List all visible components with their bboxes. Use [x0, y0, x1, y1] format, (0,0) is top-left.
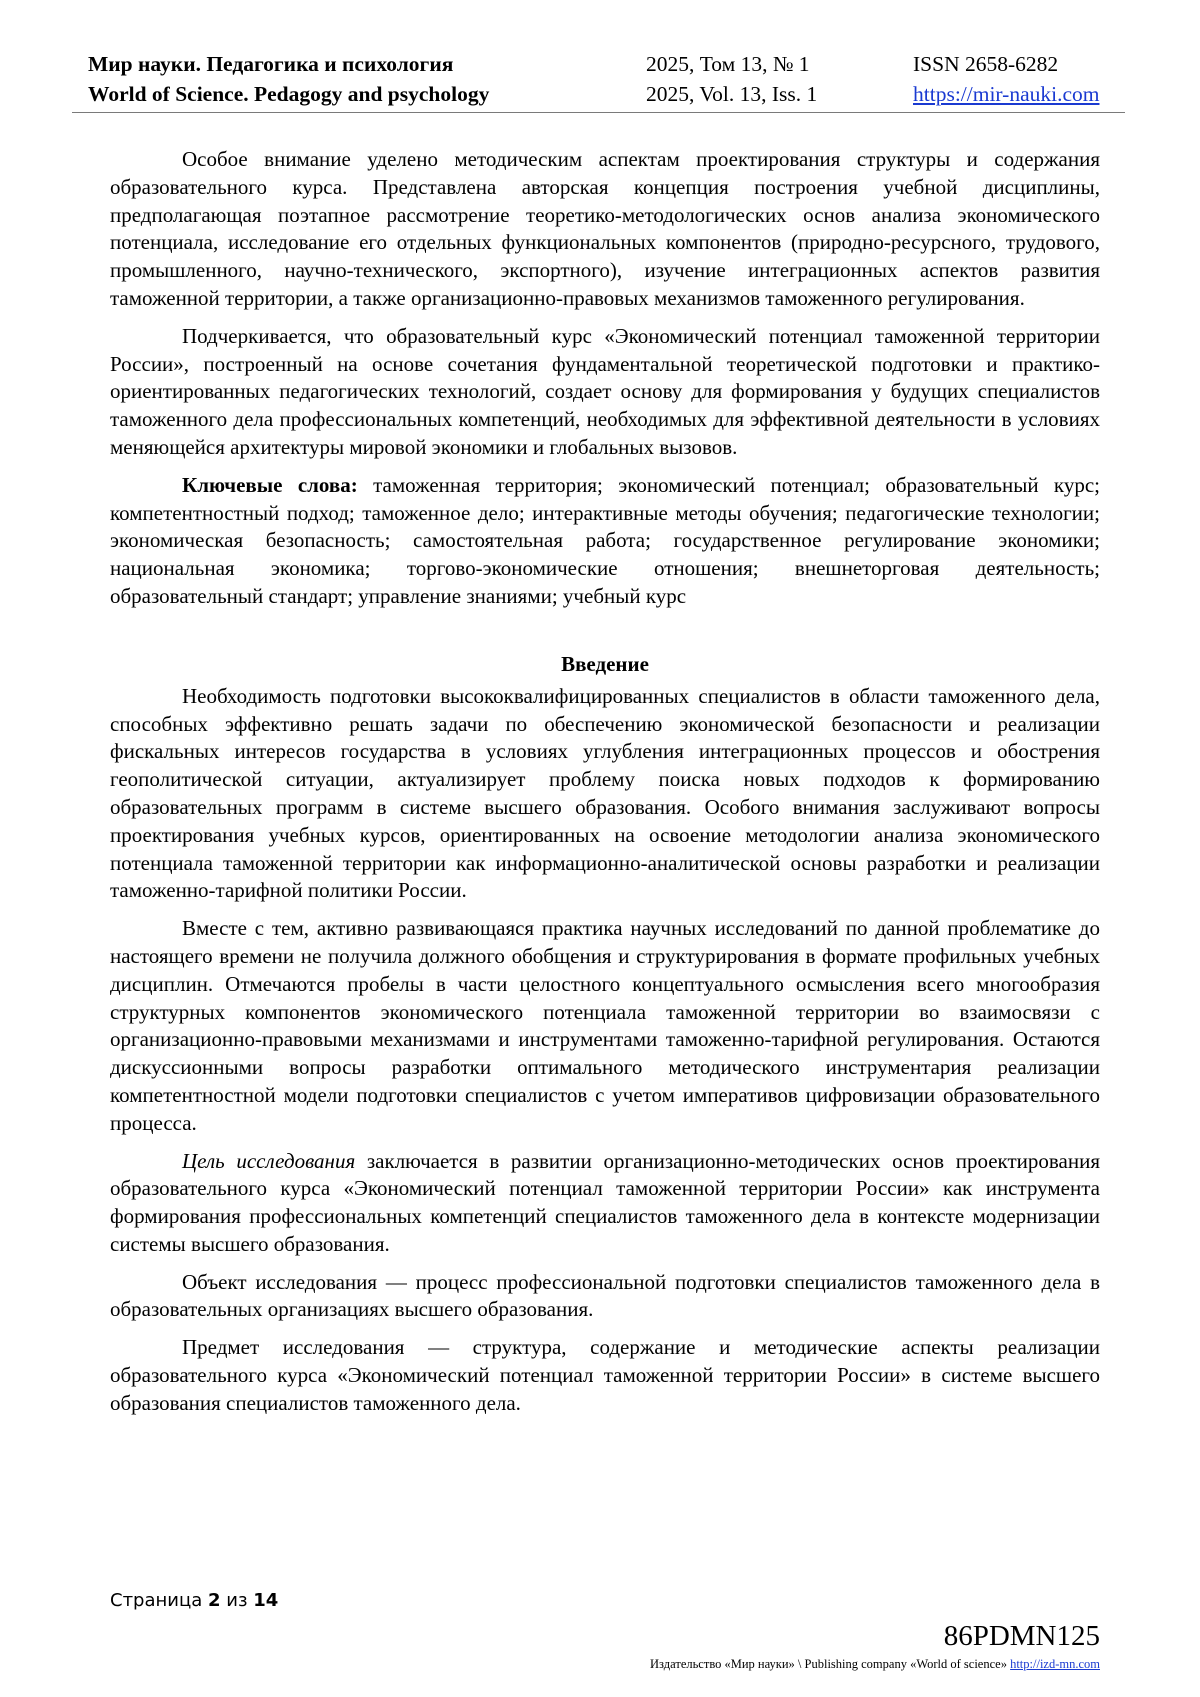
publisher-text: Издательство «Мир науки» \ Publishing company «World of science»: [650, 1657, 1007, 1671]
research-object-paragraph: Объект исследования — процесс профессиональной подготовки специалистов таможенного дела в образовательных организациях высшего образования.: [110, 1269, 1100, 1322]
keywords-list: таможенная территория; экономический потенциал; образовательный курс; компетентностный подход; таможенное дело; интерактивные методы обучения; педагогические технологии; экономическая безопасность; самостоятельная работа; государственное регулирование экономики; национальная экономика; торгово-экономические отношения; внешнеторговая деятельность; образовательный стандарт; управление знаниями; учебный курс: [110, 472, 1100, 608]
page-total: 14: [253, 1590, 279, 1611]
page-word: Страница: [110, 1590, 203, 1611]
intro-paragraph-2: Вместе с тем, активно развивающаяся практика научных исследований по данной проблематике до настоящего времени не получила должного обобщения и структурирования в формате профильных учебных дисциплин. Отмечаются пробелы в части целостного концептуального осмысления всего многообразия структурных компонентов экономического потенциала таможенной территории во взаимосвязи с организационно-правовыми механизмами и инструментами таможенно-тарифной регулирования. Остаются дискуссионными вопросы разработки оптимального методического инструментария реализации компетентностной модели подготовки специалистов с учетом императивов цифровизации образовательного процесса.: [110, 916, 1100, 1135]
page-current: 2: [208, 1590, 221, 1611]
header-divider: [72, 112, 1125, 113]
research-goal-label: Цель исследования: [182, 1148, 356, 1173]
section-heading-introduction: Введение: [561, 651, 649, 676]
volume-en: 2025, Vol. 13, Iss. 1: [646, 82, 818, 106]
article-body: [110, 146, 1100, 1428]
article-code: 86PDMN125: [943, 1620, 1100, 1652]
research-subject-paragraph: Предмет исследования — структура, содержание и методические аспекты реализации образовательного курса «Экономический потенциал таможенной территории России» в системе высшего образования специалистов таможенного дела.: [110, 1335, 1100, 1415]
journal-title-ru: Мир науки. Педагогика и психология: [88, 52, 454, 76]
keywords-paragraph: [110, 472, 1100, 611]
volume-ru: 2025, Том 13, № 1: [646, 52, 810, 76]
header-line-2: [88, 82, 1122, 110]
intro-paragraph-1: Необходимость подготовки высококвалифицированных специалистов в области таможенного дела, способных эффективно решать задачи по обеспечению экономической безопасности и реализации фискальных интересов государства в условиях углубления интеграционных процессов и обострения геополитической ситуации, актуализирует проблему поиска новых подходов к формированию образовательных программ в системе высшего образования. Особого внимания заслуживают вопросы проектирования учебных курсов, ориентированных на освоение методологии анализа экономического потенциала таможенной территории как информационно-аналитической основы разработки и реализации таможенно-тарифной политики России.: [110, 683, 1100, 903]
publisher-line: [650, 1657, 1100, 1672]
website-link[interactable]: https://mir-nauki.com: [913, 82, 1100, 106]
publisher-link[interactable]: http://izd-mn.com: [1010, 1657, 1100, 1671]
header-line-1: [88, 52, 1122, 80]
journal-header: [88, 52, 1122, 116]
abstract-paragraph-1: Особое внимание уделено методическим аспектам проектирования структуры и содержания образовательного курса. Представлена авторская концепция построения учебной дисциплины, предполагающая поэтапное рассмотрение теоретико-методологических основ анализа экономического потенциала, исследование его отдельных функциональных компонентов (природно-ресурсного, трудового, промышленного, научно-технического, экспортного), изучение интеграционных аспектов развития таможенной территории, а также организационно-правовых механизмов таможенного регулирования.: [110, 147, 1100, 310]
research-goal-paragraph: [110, 1148, 1100, 1259]
research-goal-text: заключается в развитии организационно-методических основ проектирования образовательного курса «Экономический потенциал таможенной территории России» как инструмента формирования профессиональных компетенций специалистов таможенного дела в контексте модернизации системы высшего образования.: [110, 1148, 1100, 1256]
issn: ISSN 2658-6282: [913, 52, 1059, 76]
journal-title-en: World of Science. Pedagogy and psychology: [88, 82, 490, 106]
abstract-paragraph-2: Подчеркивается, что образовательный курс «Экономический потенциал таможенной территории России», построенный на основе сочетания фундаментальной теоретической подготовки и практико-ориентированных педагогических технологий, создает основу для формирования у будущих специалистов таможенного дела профессиональных компетенций, необходимых для эффективной деятельности в условиях меняющейся архитектуры мировой экономики и глобальных вызовов.: [110, 323, 1100, 459]
keywords-label: Ключевые слова:: [182, 472, 358, 497]
page-number: [110, 1590, 278, 1611]
page-of: из: [226, 1590, 248, 1611]
